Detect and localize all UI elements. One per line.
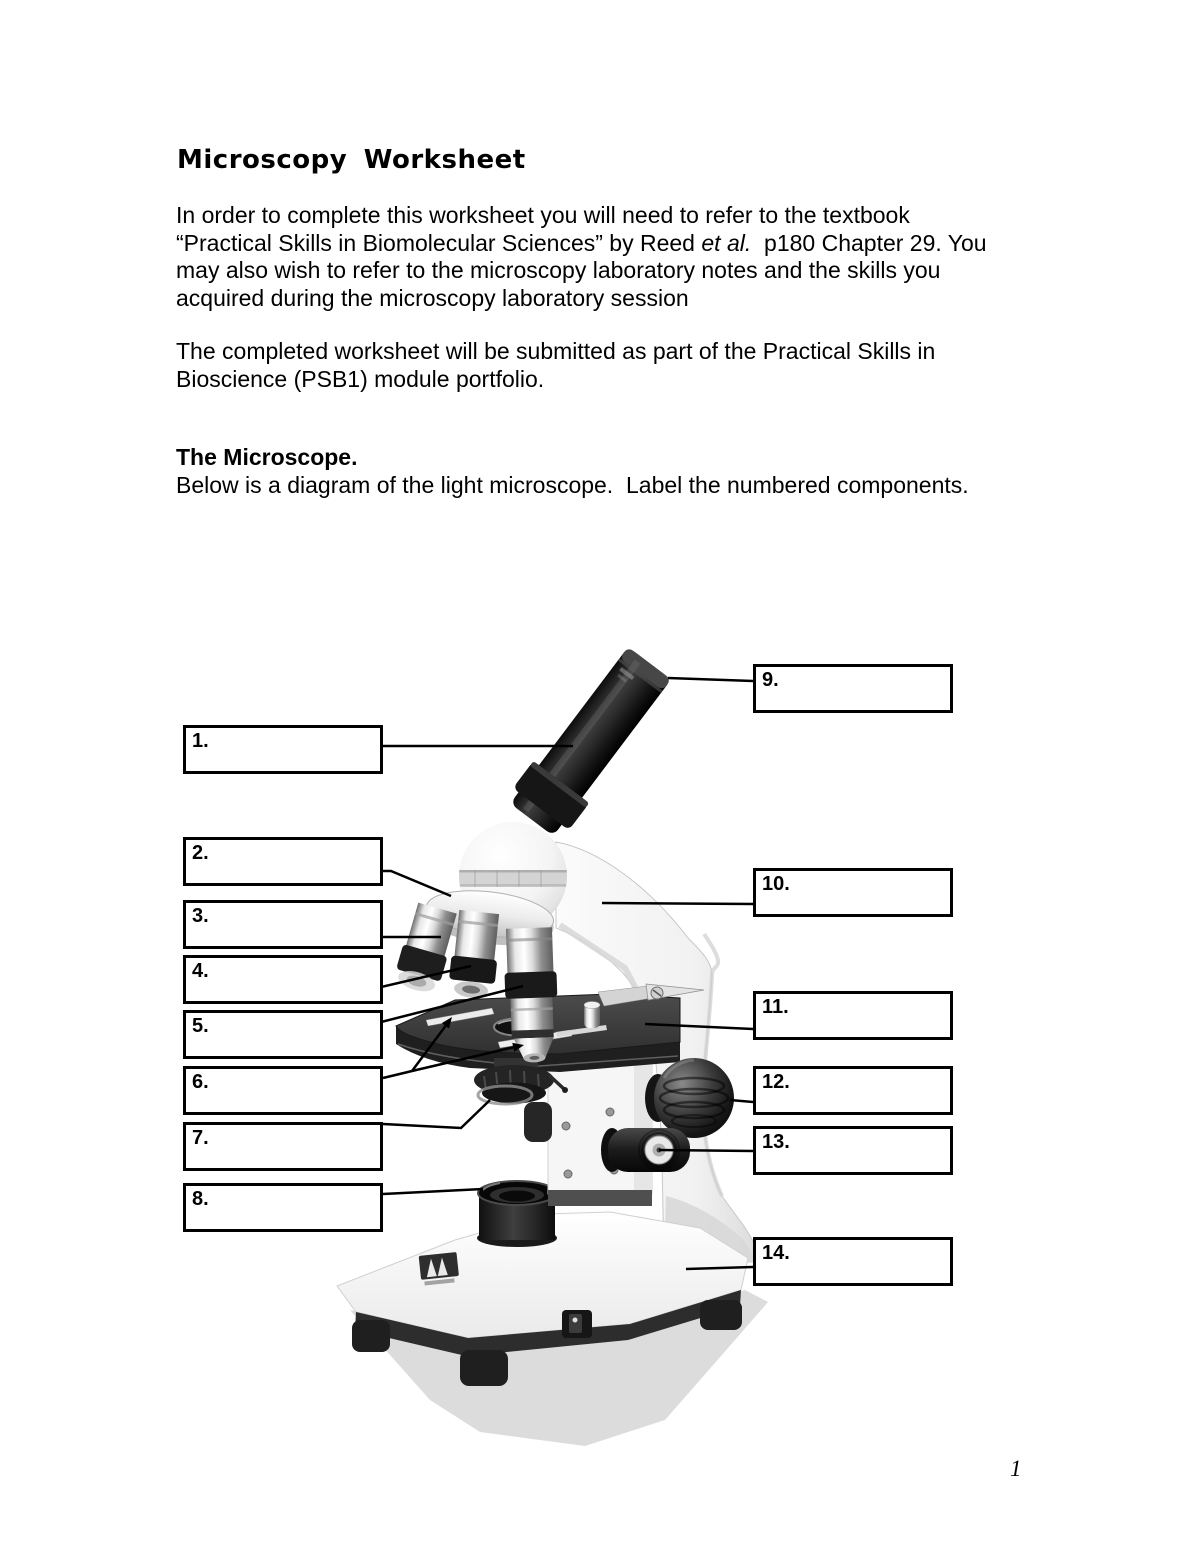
italic-et-al: et al. bbox=[701, 229, 752, 256]
answer-box-12[interactable] bbox=[753, 1066, 953, 1115]
answer-box-number: 5. bbox=[192, 1015, 209, 1037]
answer-box-2[interactable] bbox=[183, 837, 383, 886]
submission-line-1: The completed worksheet will be submitted as part of the Practical Skills in bbox=[176, 338, 936, 364]
answer-box-number: 9. bbox=[762, 669, 779, 691]
intro-line-2: “Practical Skills in Biomolecular Sciences” by Reed et al. p180 Chapter 29. You bbox=[176, 229, 987, 256]
answer-box-number: 13. bbox=[762, 1131, 790, 1153]
leader-7 bbox=[383, 1100, 490, 1128]
answer-box-number: 6. bbox=[192, 1071, 209, 1093]
leader-13 bbox=[659, 1150, 753, 1151]
answer-box-number: 1. bbox=[192, 730, 209, 752]
answer-box-number: 12. bbox=[762, 1071, 790, 1093]
power-switch bbox=[562, 1310, 592, 1338]
answer-box-number: 3. bbox=[192, 905, 209, 927]
leader-8 bbox=[383, 1189, 483, 1194]
intro-line-3: may also wish to refer to the microscopy laboratory notes and the skills you bbox=[176, 257, 941, 283]
answer-box-1[interactable] bbox=[183, 725, 383, 774]
answer-box-11[interactable] bbox=[753, 991, 953, 1040]
illuminator-lamp bbox=[477, 1181, 557, 1247]
answer-box-number: 10. bbox=[762, 873, 790, 895]
answer-box-13[interactable] bbox=[753, 1126, 953, 1175]
section-instruction: Below is a diagram of the light microscope. Label the numbered components. bbox=[176, 472, 969, 498]
answer-box-number: 7. bbox=[192, 1127, 209, 1149]
section-heading: The Microscope. bbox=[176, 444, 358, 470]
answer-box-3[interactable] bbox=[183, 900, 383, 949]
leader-9 bbox=[668, 678, 753, 681]
answer-box-4[interactable] bbox=[183, 955, 383, 1004]
answer-box-7[interactable] bbox=[183, 1122, 383, 1171]
answer-box-number: 4. bbox=[192, 960, 209, 982]
side-knob bbox=[524, 1102, 552, 1142]
intro-line-1: In order to complete this worksheet you will need to refer to the textbook bbox=[176, 202, 910, 228]
page-number: 1 bbox=[1010, 1456, 1022, 1481]
answer-box-14[interactable] bbox=[753, 1237, 953, 1286]
answer-box-5[interactable] bbox=[183, 1010, 383, 1059]
answer-box-10[interactable] bbox=[753, 868, 953, 917]
eyepiece-tube bbox=[505, 643, 679, 842]
worksheet-title: Microscopy Worksheet bbox=[177, 145, 526, 175]
leader-10 bbox=[602, 903, 753, 904]
answer-box-number: 14. bbox=[762, 1242, 790, 1264]
answer-box-8[interactable] bbox=[183, 1183, 383, 1232]
answer-box-6[interactable] bbox=[183, 1066, 383, 1115]
intro-line-4: acquired during the microscopy laboratory session bbox=[176, 284, 689, 311]
submission-line-2: Bioscience (PSB1) module portfolio. bbox=[176, 365, 545, 392]
answer-box-9[interactable] bbox=[753, 664, 953, 713]
answer-box-number: 8. bbox=[192, 1188, 209, 1210]
leader-2 bbox=[383, 871, 451, 896]
answer-box-number: 11. bbox=[762, 996, 789, 1018]
answer-box-number: 2. bbox=[192, 842, 209, 864]
